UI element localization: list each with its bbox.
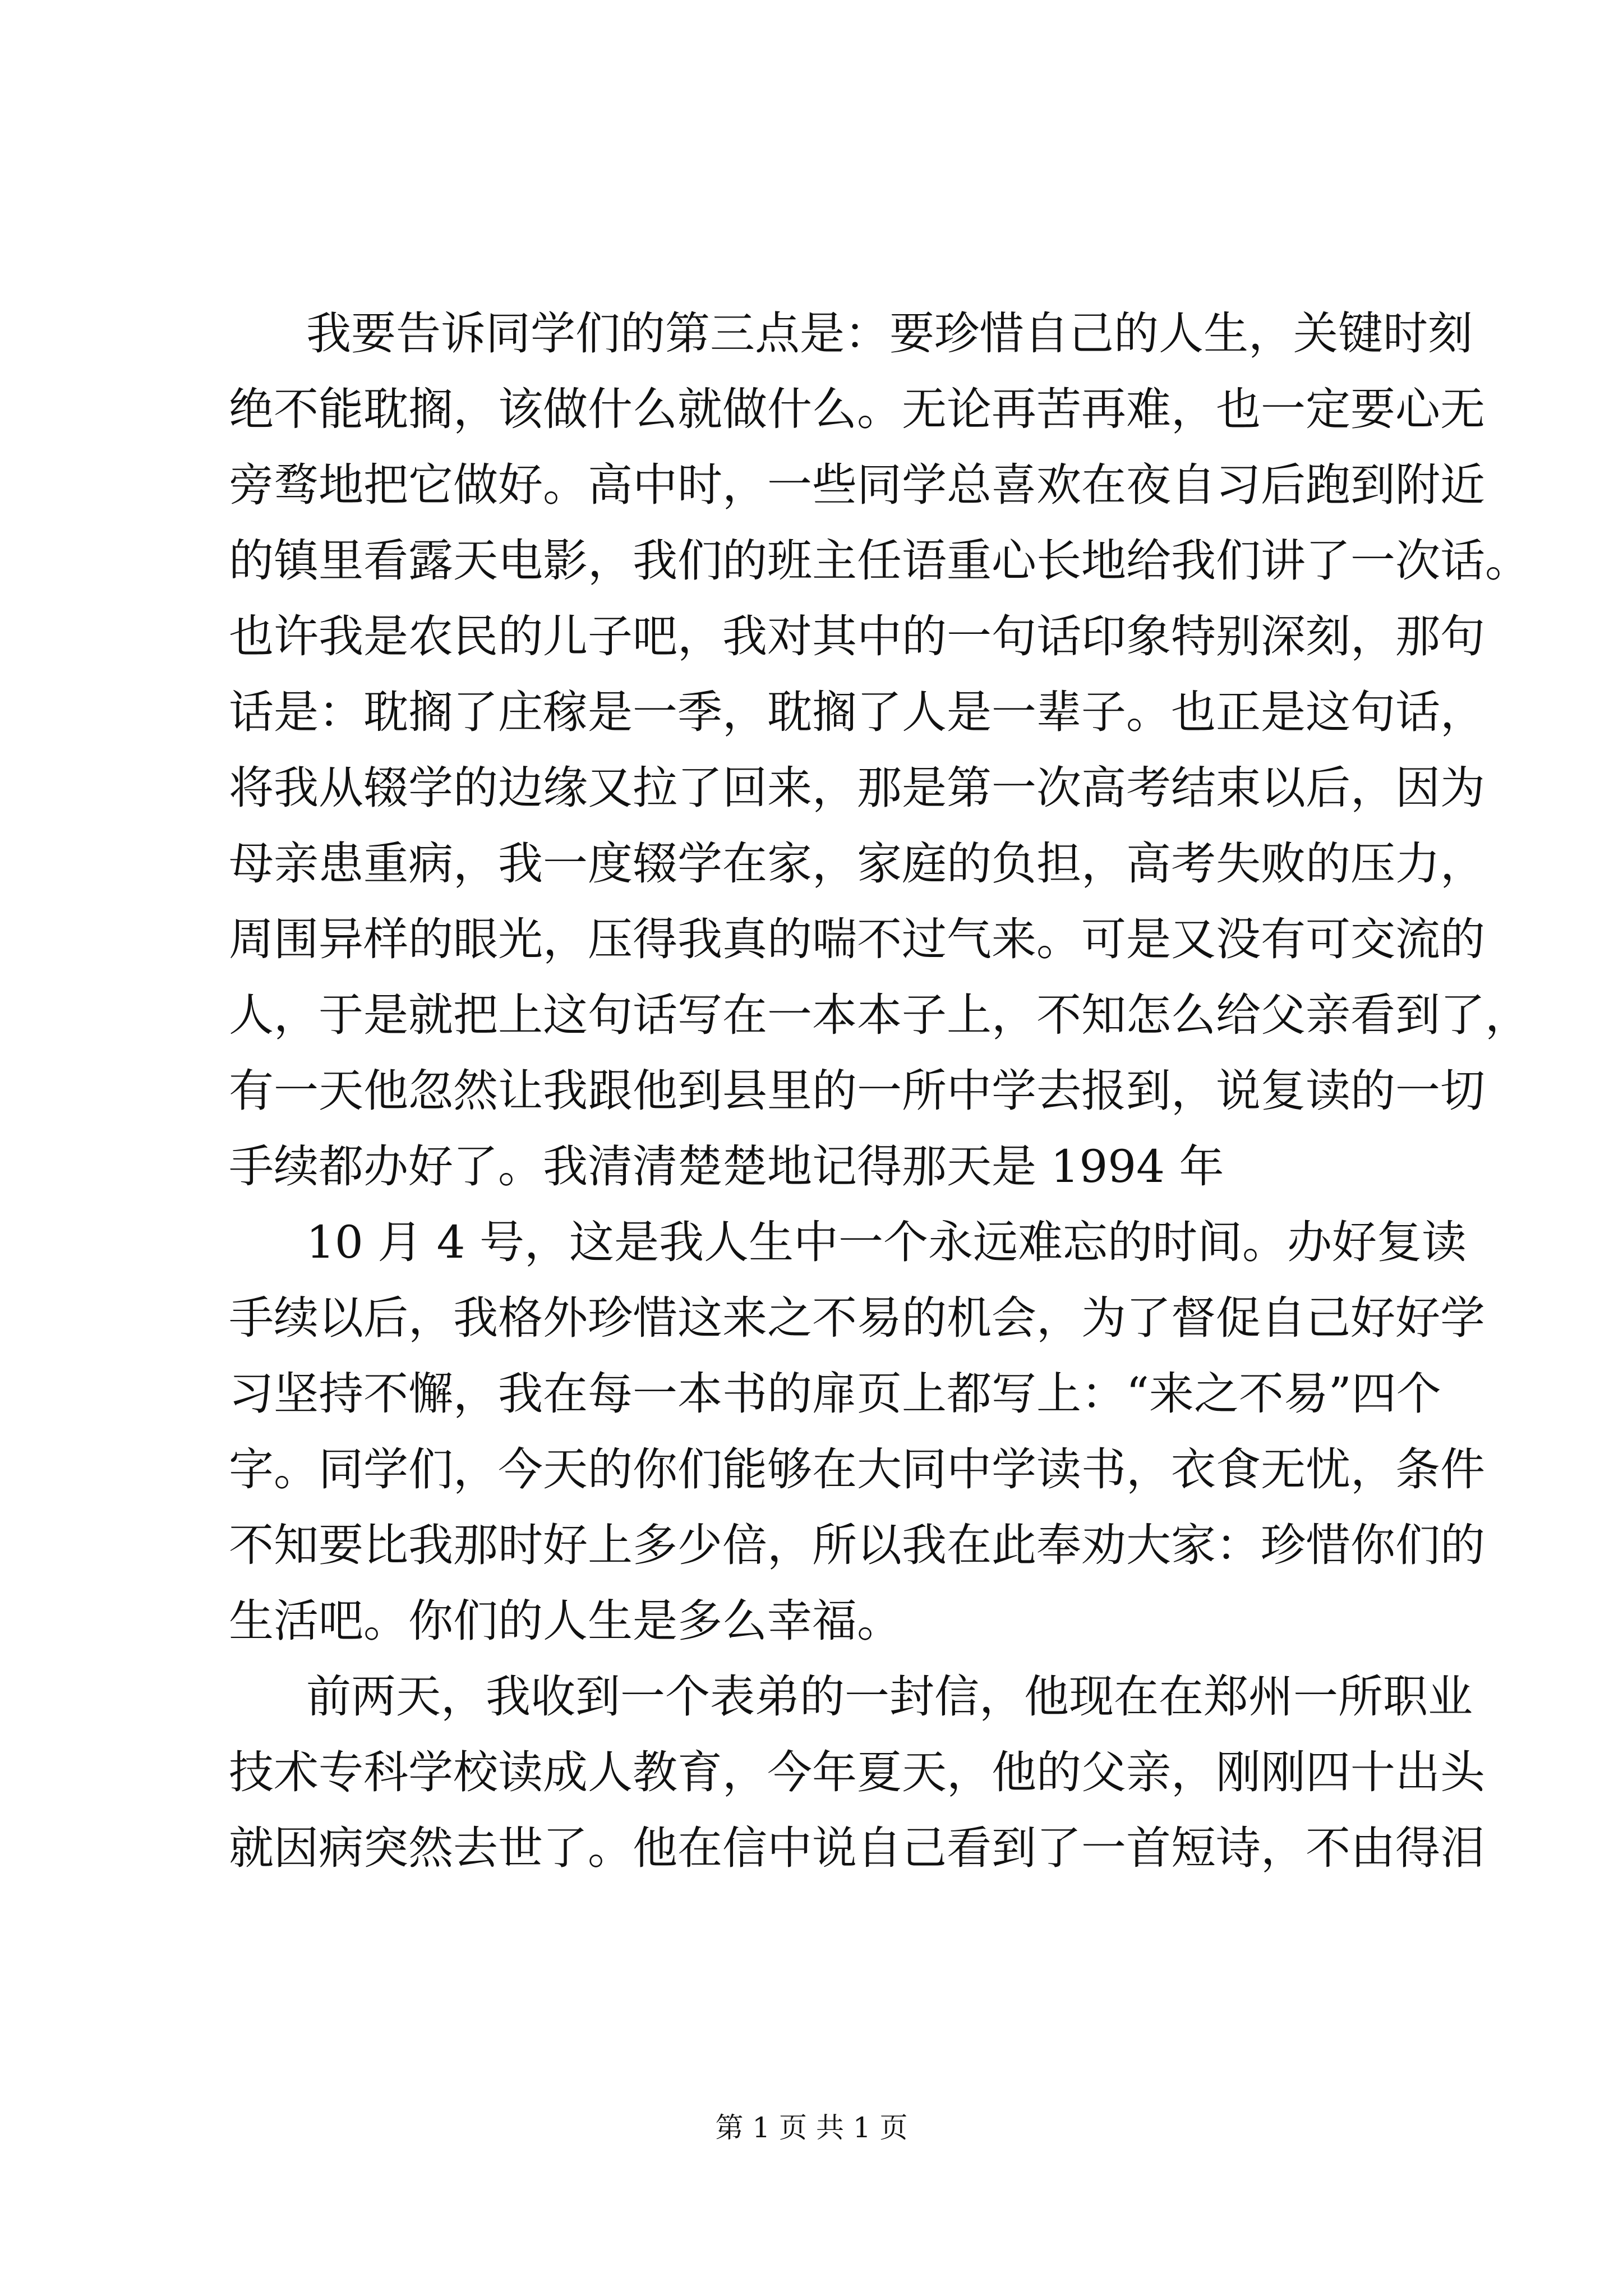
paragraph-2-line-2: 手续以后，我格外珍惜这来之不易的机会，为了督促自己好好学 <box>229 1292 1485 1344</box>
paragraph-1-line-2: 绝不能耽搁，该做什么就做什么。无论再苦再难，也一定要心无 <box>229 383 1485 435</box>
paragraph-1-line-3: 旁骛地把它做好。高中时，一些同学总喜欢在夜自习后跑到附近 <box>229 459 1485 511</box>
page-footer: 第 1 页 共 1 页 <box>715 2111 908 2144</box>
paragraph-2-line-3: 习坚持不懈，我在每一本书的扉页上都写上：“来之不易”四个 <box>229 1368 1441 1420</box>
paragraph-1-line-4: 的镇里看露天电影，我们的班主任语重心长地给我们讲了一次话。 <box>229 535 1530 587</box>
paragraph-1-line-9: 周围异样的眼光，压得我真的喘不过气来。可是又没有可交流的 <box>229 913 1485 965</box>
paragraph-1-line-5: 也许我是农民的儿子吧，我对其中的一句话印象特别深刻，那句 <box>229 610 1485 662</box>
paragraph-3-line-1: 前两天，我收到一个表弟的一封信，他现在在郑州一所职业 <box>306 1671 1473 1723</box>
paragraph-3-line-2: 技术专科学校读成人教育，今年夏天，他的父亲，刚刚四十出头 <box>229 1746 1485 1798</box>
paragraph-1-line-12: 手续都办好了。我清清楚楚地记得那天是 1994 年 <box>229 1140 1224 1193</box>
paragraph-2-line-5: 不知要比我那时好上多少倍，所以我在此奉劝大家：珍惜你们的 <box>229 1519 1485 1571</box>
paragraph-1-line-11: 有一天他忽然让我跟他到县里的一所中学去报到，说复读的一切 <box>229 1065 1485 1117</box>
paragraph-1-line-1: 我要告诉同学们的第三点是：要珍惜自己的人生，关键时刻 <box>306 307 1473 360</box>
paragraph-2-line-6: 生活吧。你们的人生是多么幸福。 <box>229 1595 902 1647</box>
paragraph-1-line-6: 话是：耽搁了庄稼是一季，耽搁了人是一辈子。也正是这句话， <box>229 686 1485 738</box>
paragraph-2-line-1: 10 月 4 号，这是我人生中一个永远难忘的时间。办好复读 <box>306 1216 1467 1268</box>
paragraph-1-line-8: 母亲患重病，我一度辍学在家，家庭的负担，高考失败的压力， <box>229 838 1485 890</box>
paragraph-1-line-10: 人，于是就把上这句话写在一本本子上，不知怎么给父亲看到了， <box>229 989 1530 1041</box>
paragraph-1-line-7: 将我从辍学的边缘又拉了回来，那是第一次高考结束以后，因为 <box>229 762 1485 814</box>
paragraph-3-line-3: 就因病突然去世了。他在信中说自己看到了一首短诗，不由得泪 <box>229 1822 1485 1874</box>
paragraph-2-line-4: 字。同学们，今天的你们能够在大同中学读书，衣食无忧，条件 <box>229 1443 1485 1496</box>
